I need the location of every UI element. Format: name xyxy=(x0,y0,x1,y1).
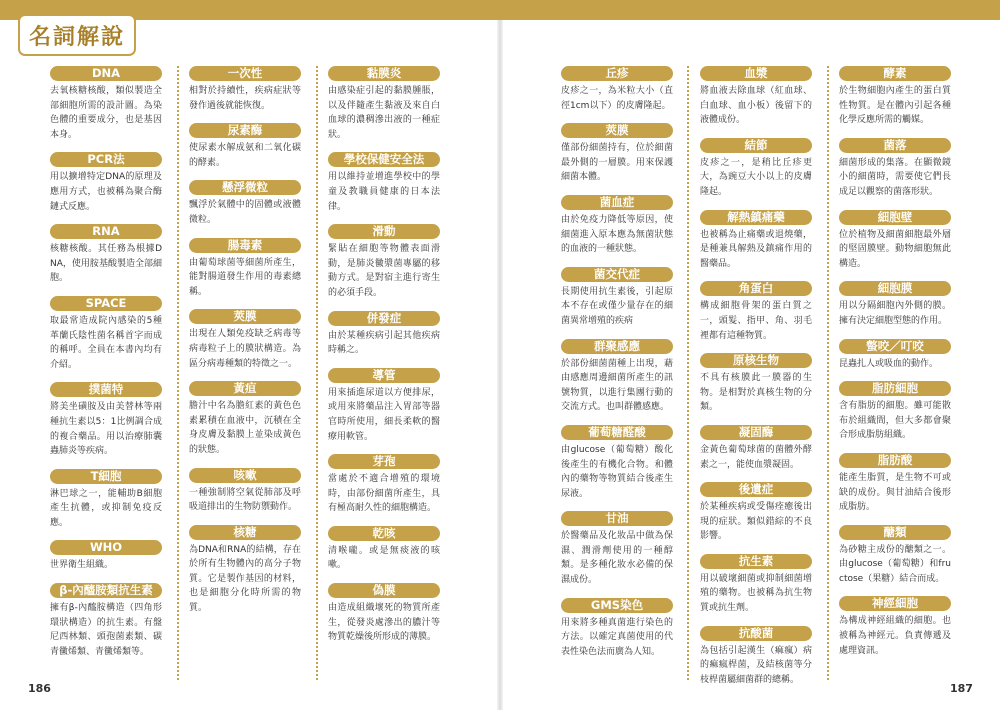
glossary-definition: 皮疹之一，是稍比丘疹更大，為豌豆大小以上的皮膚隆起。 xyxy=(700,157,812,197)
glossary-definition: 長期使用抗生素後，引起原本不存在或僅少量存在的細菌異常增殖的疾病 xyxy=(561,286,673,326)
column-divider xyxy=(827,66,829,680)
column-divider xyxy=(316,66,318,680)
glossary-term: 莢膜 xyxy=(561,123,673,138)
glossary-entry xyxy=(50,540,162,573)
glossary-term: T細胞 xyxy=(50,469,162,484)
glossary-term: 抗生素 xyxy=(700,554,812,569)
glossary-entry xyxy=(700,210,812,272)
glossary-definition: 位於植物及細菌細胞最外層的堅固膜壁。動物細胞無此構造。 xyxy=(839,229,951,269)
glossary-definition: 細菌形成的集落。在顯微鏡小的細菌時，需要使它們長成足以觀察的菌落形狀。 xyxy=(839,157,951,197)
glossary-term: 凝固酶 xyxy=(700,425,812,440)
glossary-column-3 xyxy=(328,66,440,655)
section-title: 名詞解說 xyxy=(28,24,125,50)
glossary-definition: 用以擴增特定DNA的原理及應用方式，也被稱為聚合酶鏈式反應。 xyxy=(50,172,162,212)
glossary-term: 莢膜 xyxy=(189,309,301,324)
glossary-entry xyxy=(700,482,812,544)
glossary-term: 解熱鎮痛藥 xyxy=(700,210,812,225)
glossary-term: 導管 xyxy=(328,368,440,383)
glossary-definition: 出現在人類免疫缺乏病毒等病毒粒子上的膜狀構造。為區分病毒種類的特徵之一。 xyxy=(189,329,301,369)
glossary-entry xyxy=(700,554,812,616)
glossary-term: 乾咳 xyxy=(328,526,440,541)
glossary-term: 菌交代症 xyxy=(561,267,673,282)
glossary-definition: 將美坐磺胺及由美替林等兩種抗生素以5：1比例調合成的複合藥品。用以治療肺囊蟲肺炎等疾病。 xyxy=(50,402,162,457)
glossary-definition: 擁有β-內醯胺構造（四角形環狀構造）的抗生素。有盤尼西林類、頭孢菌素類、碳青黴烯類、青黴烯類等。 xyxy=(50,603,162,657)
glossary-term: 抗酸菌 xyxy=(700,626,812,641)
glossary-term: 醣類 xyxy=(839,525,951,540)
glossary-term: β-內醯胺類抗生素 xyxy=(50,583,162,598)
column-divider xyxy=(687,66,689,680)
glossary-entry xyxy=(50,583,162,659)
glossary-entry xyxy=(839,281,951,328)
glossary-term: 偽膜 xyxy=(328,583,440,598)
glossary-entry xyxy=(700,66,812,128)
glossary-column-2 xyxy=(189,66,301,626)
glossary-entry xyxy=(561,195,673,257)
glossary-term: GMS染色 xyxy=(561,598,673,613)
glossary-term: 咳嗽 xyxy=(189,468,301,483)
glossary-definition: 用以維持並增進學校中的學童及教職員健康的日本法律。 xyxy=(328,172,440,212)
glossary-term: 結節 xyxy=(700,138,812,153)
glossary-entry xyxy=(839,339,951,372)
glossary-definition: 由於某種疾病引起其他疾病時稱之。 xyxy=(328,330,440,356)
glossary-entry xyxy=(328,152,440,214)
glossary-entry xyxy=(50,152,162,214)
glossary-definition: 由葡萄球菌等細菌所產生，能對腸道發生作用的毒素總稱。 xyxy=(189,257,301,297)
glossary-definition: 相對於持續性，疾病症狀等發作過後就能恢復。 xyxy=(189,86,301,111)
glossary-definition: 為包括引起漢生（痲瘋）病的痲瘋桿菌，及結核菌等分枝桿菌屬細菌群的總稱。 xyxy=(700,645,812,685)
glossary-term: 丘疹 xyxy=(561,66,673,81)
glossary-entry xyxy=(561,598,673,660)
glossary-definition: 用來將多種真菌進行染色的方法。以確定真菌使用的代表性染色法而廣為人知。 xyxy=(561,617,673,657)
glossary-entry xyxy=(189,381,301,457)
glossary-entry xyxy=(50,296,162,372)
glossary-entry xyxy=(700,626,812,688)
glossary-definition: 飄浮於氣體中的固體或液體微粒。 xyxy=(189,200,301,225)
glossary-definition: 由glucose（葡萄糖）酸化後產生的有機化合物。和體內的藥物等物質結合後產生尿液。 xyxy=(561,444,673,499)
glossary-entry xyxy=(700,138,812,200)
glossary-entry xyxy=(189,180,301,227)
glossary-column-6 xyxy=(839,66,951,668)
glossary-term: 群聚感應 xyxy=(561,339,673,354)
glossary-term: 撲菌特 xyxy=(50,382,162,397)
glossary-definition: 也被稱為止痛藥或退燒藥，是種兼具解熱及鎮痛作用的醫藥品。 xyxy=(700,229,812,269)
glossary-entry xyxy=(839,525,951,587)
glossary-definition: 核糖核酸。其任務為根據DNA，使用胺基酸製造全部細胞。 xyxy=(50,244,162,284)
glossary-term: 後遺症 xyxy=(700,482,812,497)
glossary-entry xyxy=(50,382,162,458)
glossary-definition: 僅部份細菌持有，位於細菌最外側的一層膜。用來保護細菌本體。 xyxy=(561,143,673,183)
glossary-definition: 用以破壞細菌或抑制細菌增殖的藥物。也被稱為抗生物質或抗生劑。 xyxy=(700,573,812,614)
glossary-definition: 緊貼在細胞等物體表面滑動，是肺炎黴漿菌專屬的移動方式。是對宿主進行寄生的必須手段。 xyxy=(328,244,440,298)
glossary-term: 酵素 xyxy=(839,66,951,81)
glossary-term: 脂肪酸 xyxy=(839,453,951,468)
book-gutter xyxy=(497,20,503,710)
top-banner xyxy=(0,0,1000,20)
glossary-entry xyxy=(189,238,301,300)
glossary-term: 螫咬／叮咬 xyxy=(839,339,951,354)
glossary-term: DNA xyxy=(50,66,162,81)
glossary-term: 一次性 xyxy=(189,66,301,81)
glossary-definition: 為DNA和RNA的結構，存在於所有生物體內的高分子物質。它是製作基因的材料，也是細胞分化時所需的物質。 xyxy=(189,544,301,614)
glossary-term: RNA xyxy=(50,224,162,239)
glossary-definition: 用以分隔細胞內外側的膜。擁有決定細胞型態的作用。 xyxy=(839,301,951,326)
glossary-term: 核糖 xyxy=(189,525,301,540)
glossary-term: 甘油 xyxy=(561,511,673,526)
page-number-right: 187 xyxy=(950,682,973,695)
glossary-term: 芽孢 xyxy=(328,454,440,469)
glossary-entry xyxy=(189,468,301,515)
glossary-entry xyxy=(561,123,673,185)
glossary-definition: 淋巴球之一，能輔助B細胞產生抗體，或抑制免疫反應。 xyxy=(50,488,162,528)
section-title-box xyxy=(18,14,136,56)
glossary-term: 角蛋白 xyxy=(700,281,812,296)
glossary-entry xyxy=(50,66,162,142)
glossary-definition: 膽汁中名為膽紅素的黃色色素累積在血液中，沉積在全身皮膚及黏膜上並染成黃色的狀態。 xyxy=(189,401,301,455)
glossary-definition: 能產生脂質，是生物不可或缺的成份。與甘油結合後形成脂肪。 xyxy=(839,472,951,513)
glossary-column-5 xyxy=(700,66,812,697)
glossary-term: 黏膜炎 xyxy=(328,66,440,81)
column-divider xyxy=(177,66,179,680)
glossary-term: 菌血症 xyxy=(561,195,673,210)
glossary-entry xyxy=(839,66,951,128)
glossary-term: 細胞膜 xyxy=(839,281,951,296)
glossary-definition: 金黃色葡萄球菌的菌體外酵素之一，能使血漿凝固。 xyxy=(700,444,812,470)
glossary-entry xyxy=(561,425,673,501)
glossary-column-4 xyxy=(561,66,673,669)
glossary-definition: 昆蟲扎人或吸血的動作。 xyxy=(839,358,939,369)
glossary-term: 血漿 xyxy=(700,66,812,81)
glossary-entry xyxy=(328,66,440,142)
glossary-term: PCR法 xyxy=(50,152,162,167)
glossary-entry xyxy=(50,224,162,286)
glossary-entry xyxy=(189,66,301,113)
page-number-left: 186 xyxy=(28,682,51,695)
glossary-entry xyxy=(328,224,440,300)
glossary-definition: 由感染症引起的黏膜腫脹，以及伴隨產生黏液及來自白血球的濃稠滲出液的一種症狀。 xyxy=(328,86,440,140)
glossary-entry xyxy=(839,596,951,658)
glossary-entry xyxy=(561,66,673,113)
glossary-term: 細胞壁 xyxy=(839,210,951,225)
glossary-definition: 世界衛生組織。 xyxy=(50,560,114,571)
glossary-term: 原核生物 xyxy=(700,353,812,368)
glossary-term: WHO xyxy=(50,540,162,555)
glossary-definition: 去氧核糖核酸，類似製造全部細胞所需的設計圖。為染色體的重要成分，也是基因本身。 xyxy=(50,86,162,140)
glossary-entry xyxy=(328,311,440,358)
glossary-entry xyxy=(189,309,301,371)
glossary-entry xyxy=(328,454,440,516)
glossary-definition: 於部份細菌菌種上出現，藉由感應周邊細菌所產生的訊號物質，以進行集團行動的交流方式。也叫群體感應。 xyxy=(561,358,673,413)
glossary-definition: 為構成神經組織的細胞。也被稱為神經元。負責傳遞及處理資訊。 xyxy=(839,616,951,656)
glossary-definition: 一種強制將空氣從肺部及呼吸道排出的生物防禦動作。 xyxy=(189,487,301,513)
glossary-definition: 使尿素水解成氨和二氧化碳的酵素。 xyxy=(189,143,301,168)
glossary-entry xyxy=(561,511,673,587)
glossary-term: 神經細胞 xyxy=(839,596,951,611)
glossary-entry xyxy=(839,138,951,200)
glossary-entry xyxy=(561,267,673,329)
glossary-term: 黃疸 xyxy=(189,381,301,396)
glossary-definition: 當處於不適合增殖的環境時，由部份細菌所產生，具有極高耐久性的細胞構造。 xyxy=(328,474,440,514)
glossary-term: SPACE xyxy=(50,296,162,311)
glossary-definition: 皮疹之一，為米粒大小（直徑1cm以下）的皮膚隆起。 xyxy=(561,86,673,111)
glossary-entry xyxy=(328,526,440,573)
glossary-definition: 由於免疫力降低等原因，使細菌進入原本應為無菌狀態的血液的一種狀態。 xyxy=(561,214,673,255)
glossary-definition: 清喉嚨。或是無痰液的咳嗽。 xyxy=(328,545,440,571)
glossary-term: 滑動 xyxy=(328,224,440,239)
glossary-term: 懸浮微粒 xyxy=(189,180,301,195)
glossary-definition: 含有脂肪的細胞。雖可能散布於組織間，但大多都會聚合形成脂肪組織。 xyxy=(839,401,951,441)
glossary-definition: 為砂糖主成份的醣類之一。由glucose（葡萄糖）和fructose（果糖）結合而成。 xyxy=(839,544,951,584)
glossary-term: 併發症 xyxy=(328,311,440,326)
glossary-definition: 將血液去除血球（紅血球、白血球、血小板）後留下的液體成份。 xyxy=(700,86,812,126)
glossary-definition: 於生物細胞內產生的蛋白質性物質。是在體內引起各種化學反應所需的觸媒。 xyxy=(839,86,951,126)
glossary-term: 腸毒素 xyxy=(189,238,301,253)
glossary-entry xyxy=(839,381,951,443)
glossary-entry xyxy=(328,583,440,645)
glossary-column-1 xyxy=(50,66,162,669)
glossary-entry xyxy=(700,281,812,343)
glossary-entry xyxy=(50,469,162,531)
glossary-entry xyxy=(189,525,301,616)
glossary-definition: 不具有核膜此一膜器的生物。是相對於真核生物的分類。 xyxy=(700,373,812,413)
glossary-term: 脂肪細胞 xyxy=(839,381,951,396)
glossary-entry xyxy=(189,123,301,170)
glossary-definition: 構成細胞骨架的蛋白質之一，頭髮、指甲、角、羽毛裡都有這種物質。 xyxy=(700,301,812,341)
glossary-definition: 用來插進尿道以方便排尿，或用來將藥品注入胃部等器官時所使用，細長柔軟的醫療用軟管。 xyxy=(328,387,440,442)
glossary-entry xyxy=(561,339,673,415)
glossary-definition: 由造成組織壞死的物質所產生，從發炎處滲出的膿汁等物質乾燥後所形成的薄膜。 xyxy=(328,603,440,643)
glossary-term: 菌落 xyxy=(839,138,951,153)
glossary-entry xyxy=(839,210,951,272)
glossary-definition: 於某種疾病或受傷痊癒後出現的症狀。類似錯綜的不良影響。 xyxy=(700,502,812,542)
glossary-definition: 取最常造成院內感染的5種革蘭氏陰性菌名稱首字而成的稱呼。全員在本書內均有介紹。 xyxy=(50,315,162,370)
glossary-term: 學校保健安全法 xyxy=(328,152,440,167)
glossary-term: 尿素酶 xyxy=(189,123,301,138)
glossary-entry xyxy=(700,353,812,415)
glossary-entry xyxy=(700,425,812,472)
glossary-term: 葡萄糖醛酸 xyxy=(561,425,673,440)
glossary-entry xyxy=(328,368,440,444)
glossary-definition: 於醫藥品及化妝品中做為保濕、潤滑劑使用的一種醇類。是多種化妝水必備的保濕成份。 xyxy=(561,531,673,586)
glossary-entry xyxy=(839,453,951,515)
